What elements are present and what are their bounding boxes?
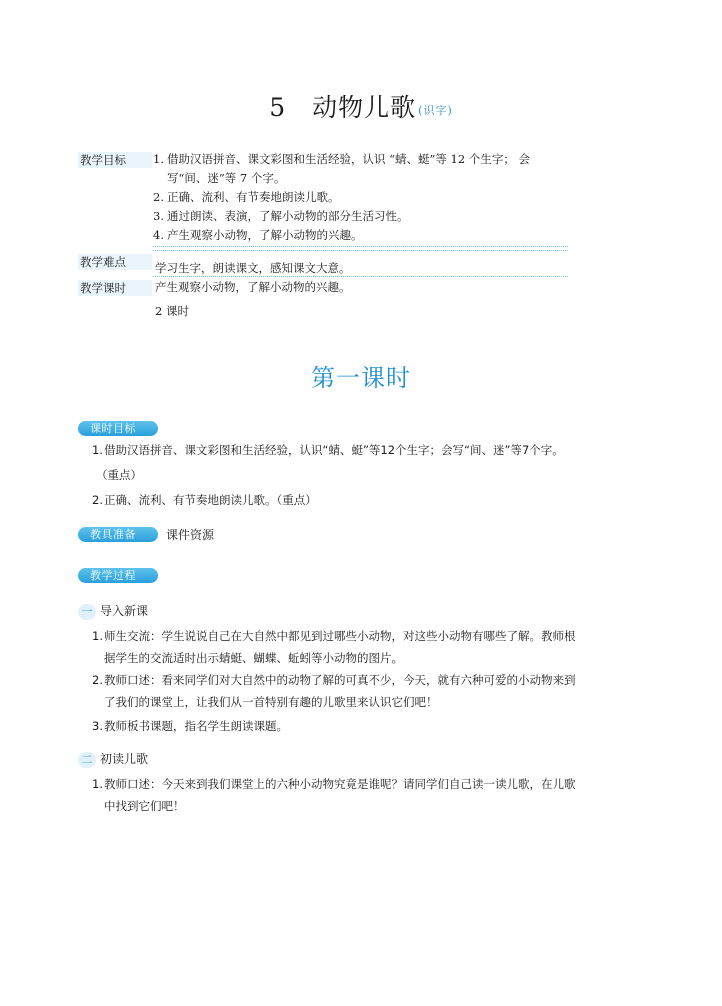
- section-badge: 一: [78, 604, 96, 620]
- goal-item: 2. 正确、流利、有节奏地朗读儿歌。: [153, 190, 340, 204]
- section-heading: [78, 602, 148, 620]
- section-heading-text: 初读儿歌: [100, 752, 149, 766]
- difficulty-label: 教学难点: [78, 254, 152, 270]
- goals-list: [153, 150, 593, 245]
- lesson-number: 5: [269, 93, 287, 122]
- goal-item: 3. 通过朗读、表演，了解小动物的部分生活习性。: [153, 209, 409, 223]
- divider: [153, 246, 568, 247]
- page-title: [0, 88, 722, 124]
- goal-item: 4. 产生观察小动物，了解小动物的兴趣。: [153, 228, 363, 242]
- lesson-goal-2: 2.正确、流利、有节奏地朗读儿歌。（重点）: [92, 493, 317, 507]
- list-item: 2.教师口述：看来同学们对大自然中的动物了解的可真不少，今天，就有六种可爱的小动物来到 了我们的课堂上，让我们从一首特别有趣的儿歌里来认识它们吧！: [92, 673, 576, 709]
- lesson-goals-pill: 课时目标: [78, 421, 158, 436]
- time-text: 产生观察小动物，了解小动物的兴趣。: [155, 280, 351, 294]
- lesson-title-text: 动物儿歌: [312, 93, 417, 122]
- section-heading-text: 导入新课: [100, 604, 149, 618]
- lesson-tag: (识字): [418, 104, 453, 117]
- hours-text: 2 课时: [155, 304, 189, 318]
- divider: [153, 250, 568, 251]
- lesson-goal-1: 1.借助汉语拼音、课文彩图和生活经验，认识“蜻、蜓”等12个生字；会写“间、迷”等7个字。: [92, 443, 564, 457]
- difficulty-text: 学习生字，朗读课文，感知课文大意。: [155, 261, 351, 275]
- prep-text: 课件资源: [166, 528, 215, 542]
- time-label: 教学课时: [78, 280, 152, 296]
- list-item: 1.教师口述：今天来到我们课堂上的六种小动物究竟是谁呢？请同学们自己读一读儿歌，在儿歌 中找到它们吧！: [92, 777, 576, 813]
- goals-label: 教学目标: [78, 152, 152, 168]
- lesson-goal-1-note: （重点）: [96, 468, 142, 482]
- prep-pill: 教具准备: [78, 527, 158, 542]
- goal-item: 1. 借助汉语拼音、课文彩图和生活经验，认识 “蜻、蜓”等 12 个生字； 会: [153, 152, 530, 166]
- list-item: 1.师生交流：学生说说自己在大自然中都见到过哪些小动物，对这些小动物有哪些了解。教师根 据学生的交流适时出示蜻蜓、蝴蝶、蚯蚓等小动物的图片。: [92, 629, 576, 665]
- section-title: 第一课时: [311, 364, 411, 392]
- divider: [153, 276, 568, 277]
- section-heading: [78, 750, 148, 768]
- process-pill: 教学过程: [78, 568, 158, 583]
- goal-item: 写“间、迷”等 7 个字。: [167, 171, 286, 185]
- list-item: 3.教师板书课题，指名学生朗读课题。: [92, 719, 288, 733]
- section-badge: 二: [78, 752, 96, 768]
